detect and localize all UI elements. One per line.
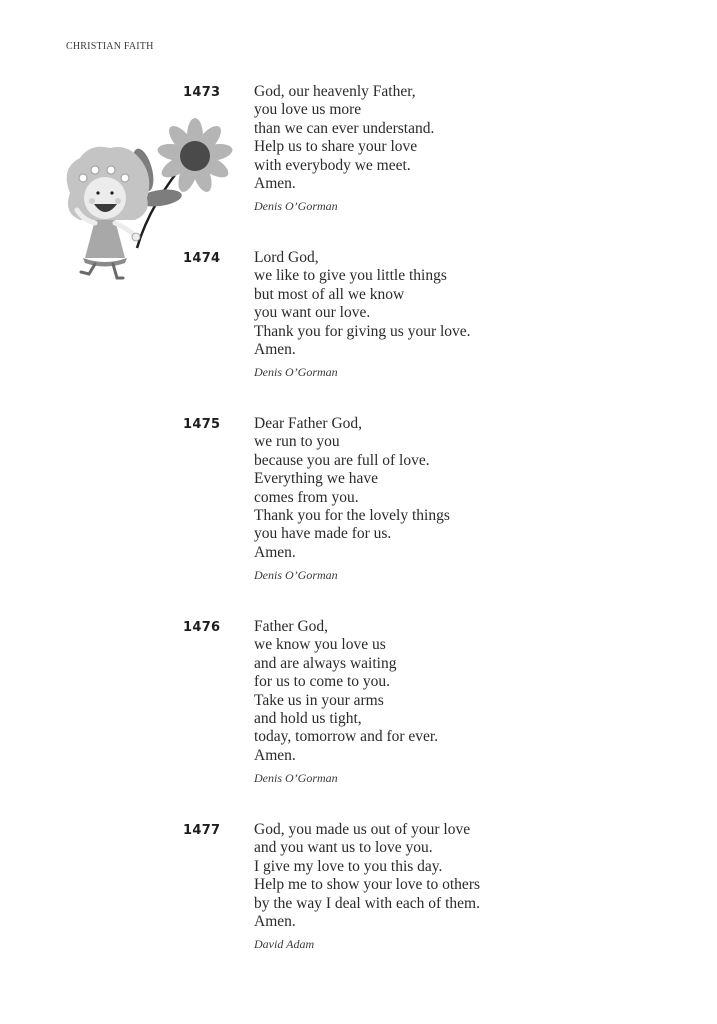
prayer-line: Help us to share your love: [254, 138, 418, 156]
prayer-author: Denis O’Gorman: [254, 365, 338, 380]
prayer-line: Amen.: [254, 341, 296, 359]
prayer-line: and are always waiting: [254, 654, 397, 672]
prayer-text: [254, 83, 434, 214]
running-head: CHRISTIAN FAITH: [66, 41, 154, 52]
prayer-line: we run to you: [254, 433, 340, 451]
prayer-text: [254, 415, 450, 583]
prayer-text: [254, 821, 480, 952]
prayer-line: God, our heavenly Father,: [254, 83, 416, 100]
flower-center: [180, 141, 210, 171]
prayer-author: David Adam: [254, 937, 315, 952]
prayer-text: [254, 249, 471, 380]
prayer-line: than we can ever understand.: [254, 119, 435, 137]
prayer-line: Amen.: [254, 746, 296, 764]
prayer-line: by the way I deal with each of them.: [254, 894, 480, 912]
face: [84, 177, 126, 219]
prayer-line: I give my love to you this day.: [254, 857, 443, 875]
prayer-number: 1475: [183, 417, 221, 432]
prayer-line: Take us in your arms: [254, 691, 384, 709]
prayer-line: and you want us to love you.: [254, 839, 433, 857]
prayer-line: we know you love us: [254, 636, 386, 654]
prayer-number: 1476: [183, 620, 221, 635]
prayer-line: Father God,: [254, 618, 329, 635]
prayer-text: [254, 618, 438, 786]
prayer-line: today, tomorrow and for ever.: [254, 728, 439, 746]
prayer-line: comes from you.: [254, 488, 359, 506]
prayer-line: with everybody we meet.: [254, 156, 411, 174]
prayer-line: Amen.: [254, 175, 296, 193]
prayer-line: Thank you for giving us your love.: [254, 322, 471, 340]
prayer-author: Denis O’Gorman: [254, 568, 338, 583]
prayer-line: but most of all we know: [254, 285, 405, 303]
prayer-line: and hold us tight,: [254, 710, 362, 728]
prayer-line: Amen.: [254, 913, 296, 931]
prayer-line: because you are full of love.: [254, 451, 430, 469]
prayer-number: 1474: [183, 251, 221, 266]
prayer-number: 1477: [183, 823, 221, 838]
prayer-line: you want our love.: [254, 304, 371, 322]
prayer-number: 1473: [183, 85, 221, 100]
prayer-line: for us to come to you.: [254, 673, 391, 691]
prayer-line: Dear Father God,: [254, 415, 363, 432]
prayer-line: you love us more: [254, 101, 362, 119]
prayer-line: Thank you for the lovely things: [254, 507, 450, 525]
prayer-author: Denis O’Gorman: [254, 771, 338, 786]
prayer-line: we like to give you little things: [254, 267, 447, 285]
prayer-line: Everything we have: [254, 470, 378, 488]
prayer-line: Help me to show your love to others: [254, 876, 481, 894]
prayer-author: Denis O’Gorman: [254, 199, 338, 214]
prayer-line: God, you made us out of your love: [254, 821, 471, 838]
prayer-line: Lord God,: [254, 249, 319, 266]
prayer-line: Amen.: [254, 543, 296, 561]
prayer-line: you have made for us.: [254, 525, 392, 543]
